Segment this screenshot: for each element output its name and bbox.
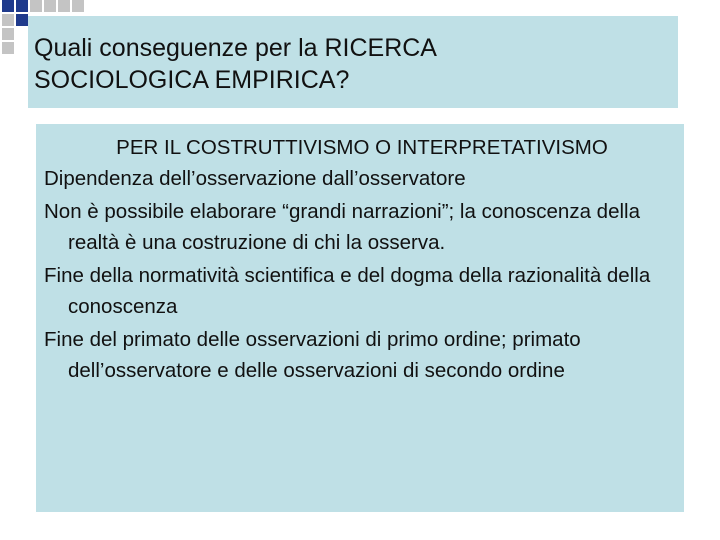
- content-heading: PER IL COSTRUTTIVISMO O INTERPRETATIVISMO: [116, 136, 608, 159]
- bullet-point: Non è possibile elaborare “grandi narrazioni”; la conoscenza della realtà è una costruzione di chi la osserva.: [44, 200, 640, 254]
- slide-title-line-1: Quali conseguenze per la RICERCA: [34, 34, 437, 62]
- deco-square: [30, 0, 42, 12]
- deco-square: [2, 28, 14, 40]
- deco-square: [2, 14, 14, 26]
- bullet-point: Dipendenza dell’osservazione dall’osservatore: [44, 167, 466, 190]
- deco-square: [2, 42, 14, 54]
- bullet-point: Fine della normatività scientifica e del dogma della razionalità della conoscenza: [44, 264, 651, 318]
- title-box: [28, 16, 678, 108]
- deco-square: [16, 14, 28, 26]
- deco-square: [72, 0, 84, 12]
- slide-title-line-2: SOCIOLOGICA EMPIRICA?: [34, 66, 350, 94]
- deco-square: [58, 0, 70, 12]
- deco-square: [2, 0, 14, 12]
- deco-square: [44, 0, 56, 12]
- deco-square: [16, 0, 28, 12]
- bullet-point: Fine del primato delle osservazioni di primo ordine; primato dell’osservatore e delle osservazioni di secondo ordine: [44, 328, 581, 382]
- content-box: [36, 124, 684, 512]
